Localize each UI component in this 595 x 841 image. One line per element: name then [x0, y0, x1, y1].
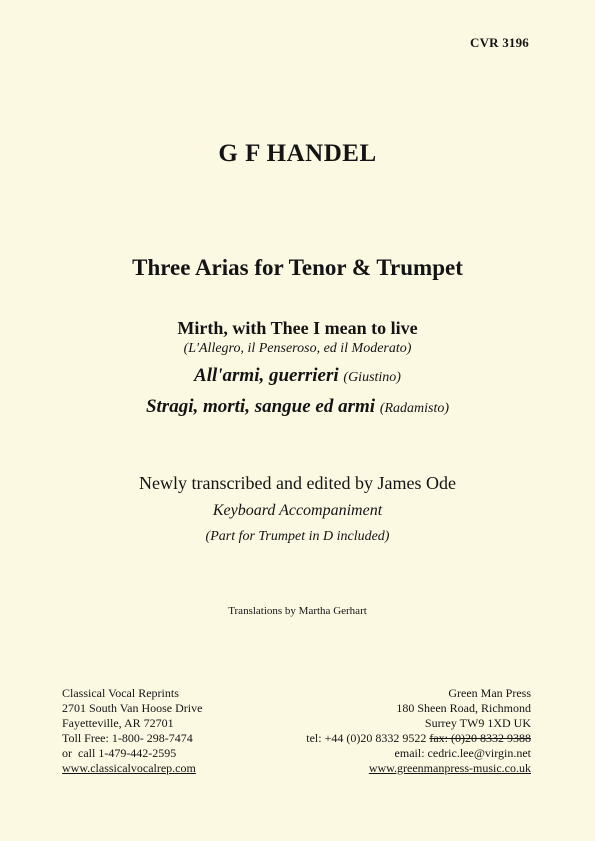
- aria-3-title: Stragi, morti, sangue ed armi: [145, 396, 376, 417]
- publisher-right-tel: tel: +44 (0)20 8332 9522: [306, 731, 427, 745]
- aria-2-title: All'armi, guerrieri: [194, 365, 339, 386]
- publisher-right-email: email: cedric.lee@virgin.net: [394, 746, 531, 760]
- composer-name: G F HANDEL: [218, 140, 377, 167]
- publisher-right-city: Surrey TW9 1XD UK: [424, 716, 531, 730]
- aria-2-source: (Giustino): [343, 370, 401, 385]
- translator-line: Translations by Martha Gerhart: [228, 605, 367, 617]
- publisher-left-toll-free: Toll Free: 1-800- 298-7474: [62, 731, 193, 745]
- part-note: (Part for Trumpet in D included): [205, 529, 390, 544]
- publisher-right-address: [306, 686, 531, 776]
- editor-line: Newly transcribed and edited by James Ode: [139, 473, 456, 493]
- publisher-right-contact: [306, 731, 531, 746]
- publisher-right-website-link[interactable]: www.greenmanpress-music.co.uk: [368, 761, 531, 775]
- publisher-right-name: Green Man Press: [448, 686, 531, 700]
- aria-3: [0, 396, 595, 418]
- main-title: Three Arias for Tenor & Trumpet: [132, 255, 463, 280]
- catalog-number: CVR 3196: [469, 35, 529, 50]
- publisher-left-address: [62, 686, 202, 776]
- publisher-left-street: 2701 South Van Hoose Drive: [62, 701, 203, 715]
- aria-2: [0, 365, 595, 387]
- publisher-left-website-link[interactable]: www.classicalvocalrep.com: [62, 761, 196, 775]
- aria-3-source: (Radamisto): [379, 401, 450, 416]
- aria-1-title: Mirth, with Thee I mean to live: [177, 318, 418, 338]
- publisher-right-street: 180 Sheen Road, Richmond: [396, 701, 531, 715]
- accompaniment-line: Keyboard Accompaniment: [212, 502, 383, 519]
- publisher-right-fax-struck: fax: (0)20 8332 9388: [429, 731, 531, 745]
- publisher-left-city: Fayetteville, AR 72701: [62, 716, 174, 730]
- publisher-left-name: Classical Vocal Reprints: [62, 686, 179, 700]
- publisher-left-phone: or call 1-479-442-2595: [62, 746, 177, 760]
- aria-1-source: (L'Allegro, il Penseroso, ed il Moderato): [183, 341, 412, 356]
